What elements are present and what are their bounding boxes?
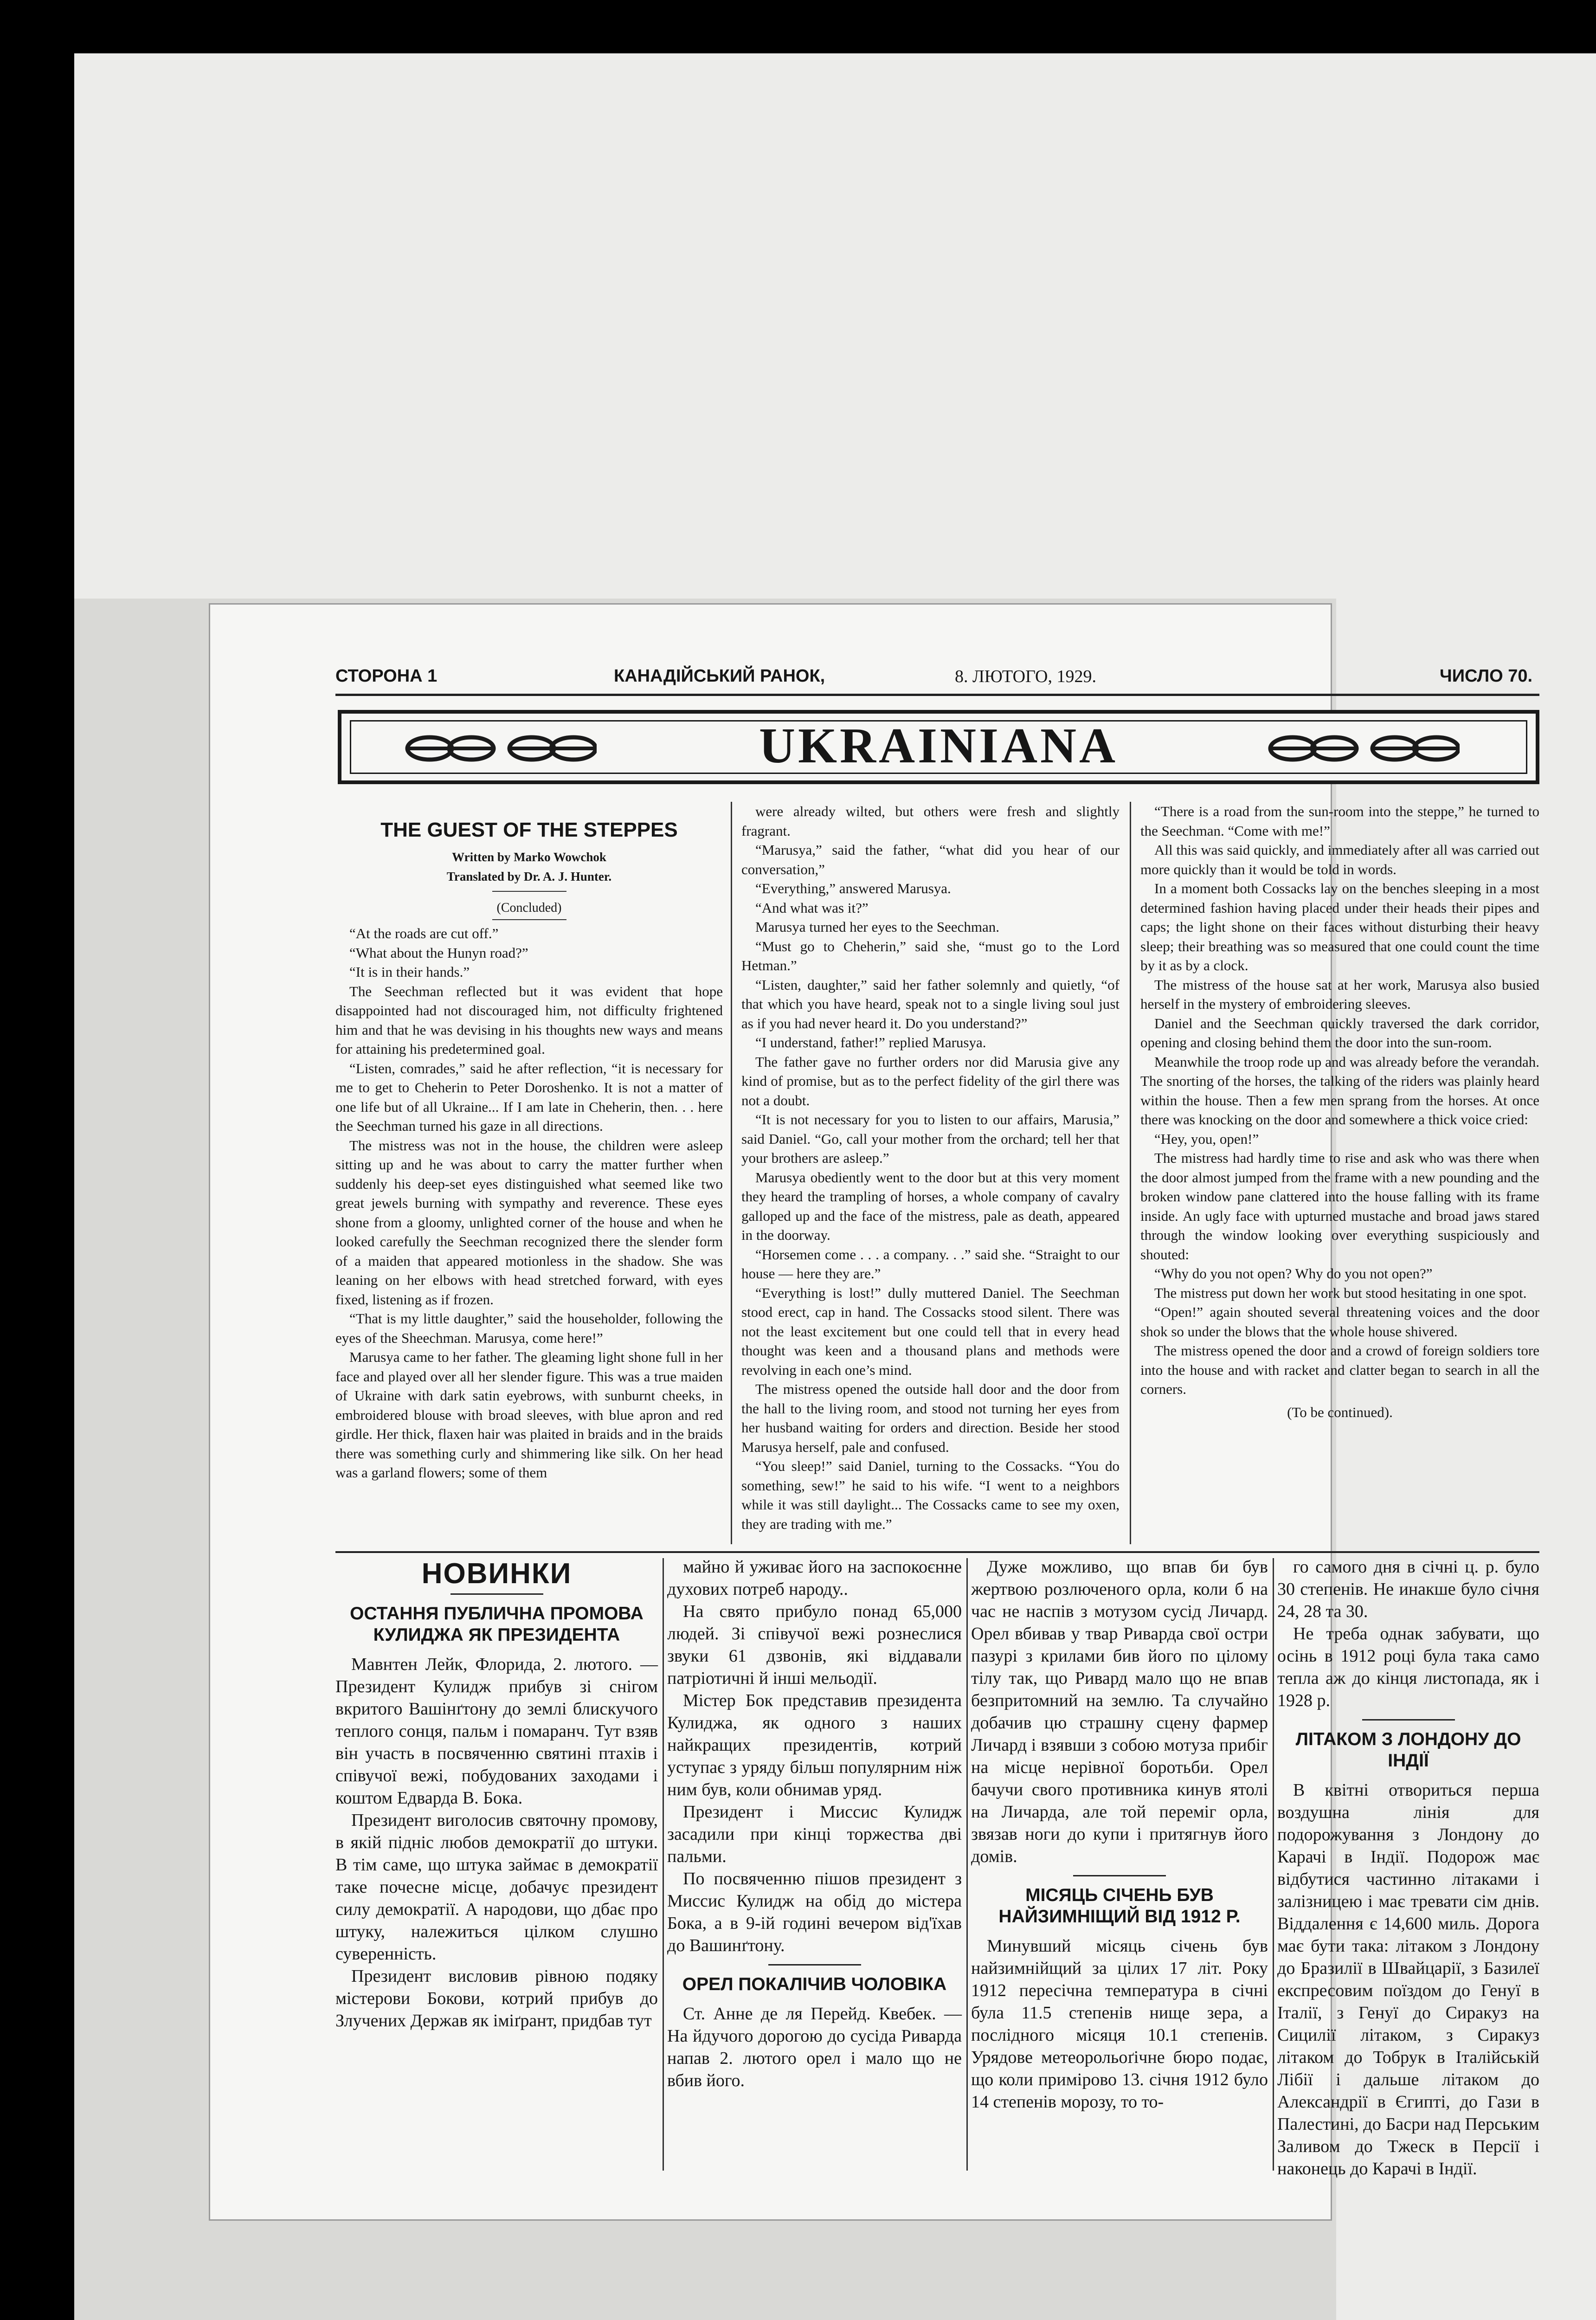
- header-rule: [335, 694, 1539, 696]
- page-header: [335, 666, 1539, 693]
- paragraph: “Listen, comrades,” said he after reflection, “it is necessary for me to get to Cheherin to Peter Doroshenko. It is not a matter of one life but of all Ukraine... If I am late in Cheherin, then. . . here the Seechman turned his gaze in all directions.: [335, 1060, 723, 1134]
- banner-title: UKRAINIANA: [759, 718, 1119, 773]
- story-col3-body: [1140, 802, 1539, 1399]
- article-3-title: МІСЯЦЬ СІЧЕНЬ БУВ НАЙЗИМНІЩИЙ ВІД 1912 Р.: [998, 1885, 1241, 1927]
- paragraph: The mistress of the house sat at her work, Marusya also busied herself in the mystery of embroidering sleeves.: [1140, 976, 1539, 1012]
- article-rule: [1073, 1875, 1166, 1876]
- column-divider: [663, 1558, 664, 2171]
- article-1-continued: [667, 1556, 962, 1957]
- story-column-2: [741, 802, 1120, 1534]
- newspaper-page: [209, 603, 1539, 2221]
- story-column-3: [1140, 802, 1539, 1422]
- article-4-title: ЛІТАКОМ З ЛОНДОНУ ДО ІНДІЇ: [1295, 1729, 1521, 1771]
- story-title: THE GUEST OF THE STEPPES: [380, 818, 678, 841]
- story-author: Written by Marko Wowchok: [452, 850, 606, 864]
- paragraph: “Listen, daughter,” said her father solemnly and quietly, “of that which you have heard, speak not to a single living soul just as if you had never heard it. Do you understand?”: [741, 976, 1120, 1031]
- story-translator: Translated by Dr. A. J. Hunter.: [446, 869, 612, 883]
- paragraph: “Hey, you, open!”: [1154, 1130, 1259, 1147]
- issue-number: ЧИСЛО 70.: [1440, 666, 1533, 686]
- paragraph: Президент висловив рівною подяку містерови Бокови, котрий прибув до Злучених Держав як іміґрант, придбав тут: [335, 1966, 658, 2030]
- section-banner: [338, 710, 1539, 784]
- paragraph: The mistress opened the door and a crowd of foreign soldiers tore into the house and with racket and clatter began to search in all the corners.: [1140, 1342, 1539, 1397]
- paragraph: Marusya obediently went to the door but at this very moment they heard the trampling of horses, a whole company of cavalry galloped up and the face of the mistress, pale as death, appeared in the doorway.: [741, 1169, 1120, 1243]
- news-column-4: [1277, 1556, 1539, 2180]
- paragraph: “Everything is lost!” dully muttered Daniel. The Seechman stood erect, cap in hand. The Cossacks stood silent. There was not the least excitement but one could tell that in every head thought was keen and a thousand plans and methods were revolving in each one’s mind.: [741, 1284, 1120, 1378]
- paragraph: “At the roads are cut off.”: [349, 925, 499, 941]
- paragraph: The Seechman reflected but it was evident that hope disappointed had not discouraged him, not difficulty frightened him and that he was devising in his thoughts new ways and means for attaining his predetermined goal.: [335, 983, 723, 1057]
- paragraph: “That is my little daughter,” said the householder, following the eyes of the Sheechman. Marusya, come here!”: [335, 1310, 723, 1346]
- paragraph: “What about the Hunyn road?”: [349, 944, 528, 961]
- column-divider: [731, 802, 732, 1544]
- paragraph: “Everything,” answered Marusya.: [755, 880, 951, 896]
- paragraph: All this was said quickly, and immediately after all was carried out more quickly than it would be told in words.: [1140, 842, 1539, 877]
- section-rule: [335, 1551, 1539, 1553]
- paragraph: were already wilted, but others were fresh and slightly fragrant.: [741, 803, 1120, 839]
- paragraph: “You sleep!” said Daniel, turning to the Cossacks. “You do something, sew!” he said to his wife. “I went to a neighbors while it was still daylight... The Cossacks came to see my oxen, they are trading with me.”: [741, 1458, 1120, 1532]
- paragraph: Daniel and the Seechman quickly traversed the dark corridor, opening and closing behind them the door into the sun-room.: [1140, 1015, 1539, 1050]
- story-col2-body: [741, 802, 1120, 1534]
- story-continued: (To be continued).: [1287, 1404, 1393, 1420]
- paragraph: Marusya came to her father. The gleaming light shone full in her face and played over all her slender figure. This was a true maiden of Ukraine with dark satin eyebrows, with sunburnt cheeks, in embroidered blouse with broad sleeves, with blue apron and red girdle. Her thick, flaxen hair was plaited in braids and in the braids there was something curly and shimmering like silk. On her head was a garland flowers; some of them: [335, 1349, 723, 1481]
- paragraph: “I understand, father!” replied Marusya.: [755, 1034, 986, 1050]
- paragraph: “Why do you not open? Why do you not open?”: [1154, 1265, 1433, 1282]
- page-number: СТОРОНА 1: [335, 666, 438, 686]
- title-rule: [450, 1593, 543, 1595]
- issue-date: 8. ЛЮТОГО, 1929.: [955, 667, 1097, 686]
- column-divider: [1130, 802, 1131, 1544]
- concluded-rule: [492, 919, 566, 920]
- story-col1-body: [335, 924, 723, 1482]
- paragraph: The mistress put down her work but stood hesitating in one spot.: [1154, 1284, 1527, 1301]
- paragraph: Дуже можливо, що впав би був жертвою розлюченого орла, коли б на час не наспів з мотузом сусід Личард. Орел вбивав у твар Риварда свої остри пазурі з крилами бив його по цілому тілу так, що Ривард мало що не впав безпритомний на землю. Та случайно добачив цю страшну сцену фармер Личард і взявши з собою мотуза прибіг на місце нерівної боротьби. Орел бачучи свого противника кинув ятолі на Личарда, але той переміг орла, звязав ноги до купи і притягнув його домів.: [971, 1557, 1268, 1866]
- paragraph: На свято прибуло понад 65,000 людей. Зі співучої вежі рознеслися звуки 61 дзвонів, які віддавали патріотичні й інші мельодії.: [667, 1602, 962, 1688]
- paragraph: “There is a road from the sun-room into the steppe,” he turned to the Seechman. “Come with me!”: [1140, 803, 1539, 839]
- paragraph: “It is not necessary for you to listen to our affairs, Marusia,” said Daniel. “Go, call your mother from the orchard; tell her that your brothers are asleep.”: [741, 1111, 1120, 1166]
- article-2-title: ОРЕЛ ПОКАЛІЧИВ ЧОЛОВІКА: [682, 1974, 947, 1994]
- banner-ornament-right-icon: [1265, 732, 1460, 765]
- story-column-1: [335, 820, 723, 1482]
- column-divider: [1273, 1558, 1274, 2171]
- paragraph: майно й уживає його на заспокоєнне духових потреб народу..: [667, 1557, 962, 1599]
- paragraph: “Open!” again shouted several threatening voices and the door shok so under the blows that the whole house shivered.: [1140, 1304, 1539, 1340]
- paragraph: The father gave no further orders nor did Marusia give any kind of promise, but as to the perfect fidelity of the girl there was not a doubt.: [741, 1053, 1120, 1108]
- news-column-3: [971, 1556, 1268, 2113]
- paragraph: го самого дня в січні ц. р. було 30 степенів. Не инакше було січня 24, 28 та 30.: [1277, 1557, 1539, 1621]
- paper-name: КАНАДІЙСЬКИЙ РАНОК,: [614, 666, 825, 686]
- news-column-1: [335, 1558, 658, 2032]
- article-1-body: [335, 1653, 658, 2032]
- paragraph: По посвяченню пішов президент з Миссис Кулидж на обід до містера Бока, а в 9-ій годині вечером від'їхав до Вашинґтону.: [667, 1869, 962, 1955]
- paragraph: Президент і Миссис Кулидж засадили при кінці торжества дві пальми.: [667, 1802, 962, 1866]
- paragraph: “Marusya,” said the father, “what did you hear of our conversation,”: [741, 842, 1120, 877]
- news-section-title: НОВИНКИ: [421, 1558, 572, 1590]
- paragraph: Ст. Анне де ля Перейд. Квебек. — На йдучого дорогою до сусіда Риварда напав 2. лютого орел і мало що не вбив його.: [667, 2004, 962, 2090]
- article-3-body: [971, 1935, 1268, 2113]
- paragraph: Marusya turned her eyes to the Seechman.: [755, 919, 999, 935]
- paragraph: The mistress opened the outside hall door and the door from the hall to the living room, and stood not turning her eyes from her husband waiting for orders and direction. Beside her stood Marusya herself, pale and confused.: [741, 1381, 1120, 1455]
- paragraph: “And what was it?”: [755, 899, 869, 916]
- byline-rule: [492, 891, 566, 892]
- paragraph: “Horsemen come . . . a company. . .” said she. “Straight to our house — here they are.”: [741, 1246, 1120, 1282]
- paragraph: Минувший місяць січень був найзимнійщий за цілих 17 літ. Року 1912 пересічна температура в січні була 11.5 степенів нище зера, а послідного місяця 10.1 степенів. Урядове метеорольоґічне бюро подає, що коли примірово 13. січня 1912 було 14 степенів морозу, то то-: [971, 1936, 1268, 2112]
- article-1-title: ОСТАННЯ ПУБЛИЧНА ПРОМОВА КУЛИДЖА ЯК ПРЕЗИДЕНТА: [350, 1604, 644, 1645]
- paragraph: In a moment both Cossacks lay on the benches sleeping in a most determined fashion having placed under their heads their pipes and caps; the light shone on their faces without disturbing their heavy sleep; their breathing was so measured that one could count the time by it as by a clock.: [1140, 880, 1539, 973]
- paragraph: “It is in their hands.”: [349, 964, 470, 980]
- paragraph: “Must go to Cheherin,” said she, “must go to the Lord Hetman.”: [741, 938, 1120, 973]
- paragraph: Президент виголосив святочну промову, в якій підніс любов демократії до штуки. В тім саме, що штука займає в демократії таке почесне місце, добачує президент силу демократії. А народови, що дбає про штуку, належиться цілком слушно суверенність.: [335, 1811, 658, 1964]
- article-rule: [768, 1964, 861, 1966]
- story-concluded: (Concluded): [496, 900, 562, 915]
- paragraph: В квітні отвориться перша воздушна лінія для подорожування з Лондону до Карачі в Індії. Подорож має відбутися частинно літаками і залізницею і має тревати сім днів. Віддалення є 14,600 миль. Дорога має бути така: літаком з Лондону до Бразилії в Швайцарії, з Базилеї експресовим поїздом до Генуї в Італії, з Генуї до Сиракуз на Сицилії літаком, з Сиракуз літаком до Тобрук в Італійській Лібії і дальше літаком до Александрії в Єгипті, до Гази в Палестині, до Басри над Перським Заливом до Тжеск в Персії і наконець до Карачі в Індії.: [1277, 1780, 1539, 2178]
- paragraph: The mistress was not in the house, the children were asleep sitting up and he was about to carry the matter further when suddenly his deep-set eyes distinguished what seemed like two great jewels burning with sympathy and reverence. These eyes shone from a gloomy, unlighted corner of the house and when he looked carefully the Seechman recognized there the slender form of a maiden that appeared motionless in the shadow. She was leaning on her elbows with head stretched forward, with eyes fixed, listening as if frozen.: [335, 1137, 723, 1308]
- paragraph: Meanwhile the troop rode up and was already before the verandah. The snorting of the horses, the talking of the riders was plainly heard within the house. Then a few men sprang from the horses. At once there was knocking on the door and somewhere a thick voice cried:: [1140, 1053, 1539, 1128]
- article-rule: [1362, 1719, 1455, 1721]
- news-column-2: [667, 1556, 962, 2092]
- article-2-continued: [971, 1556, 1268, 1868]
- paragraph: Не треба однак забувати, що осінь в 1912 році була така само тепла аж до кінця листопада, як і 1928 р.: [1277, 1624, 1539, 1710]
- article-2-body: [667, 2003, 962, 2092]
- paragraph: The mistress had hardly time to rise and ask who was there when the door almost jumped from the frame with a new pounding and the broken window pane clattered into the house falling with its frame inside. An ugly face with upturned mustache and broad jaws stared through the window looking over everything suspiciously and shouted:: [1140, 1150, 1539, 1263]
- column-divider: [966, 1558, 968, 2171]
- paragraph: Мавнтен Лейк, Флорида, 2. лютого. — Президент Кулидж прибув зі снігом вкритого Вашінґтону до землі блискучого теплого сонця, пальм і помаранч. Тут взяв він участь в посвяченню святині птахів і співучої вежі, побудованих заходами і коштом Едварда В. Бока.: [335, 1655, 658, 1808]
- article-3-continued: [1277, 1556, 1539, 1712]
- article-4-body: [1277, 1779, 1539, 2180]
- paragraph: Містер Бок представив президента Кулиджа, як одного з наших найкращих президентів, котрий уступає з уряду більш популярним ніж ним був, коли обнимав уряд.: [667, 1691, 962, 1799]
